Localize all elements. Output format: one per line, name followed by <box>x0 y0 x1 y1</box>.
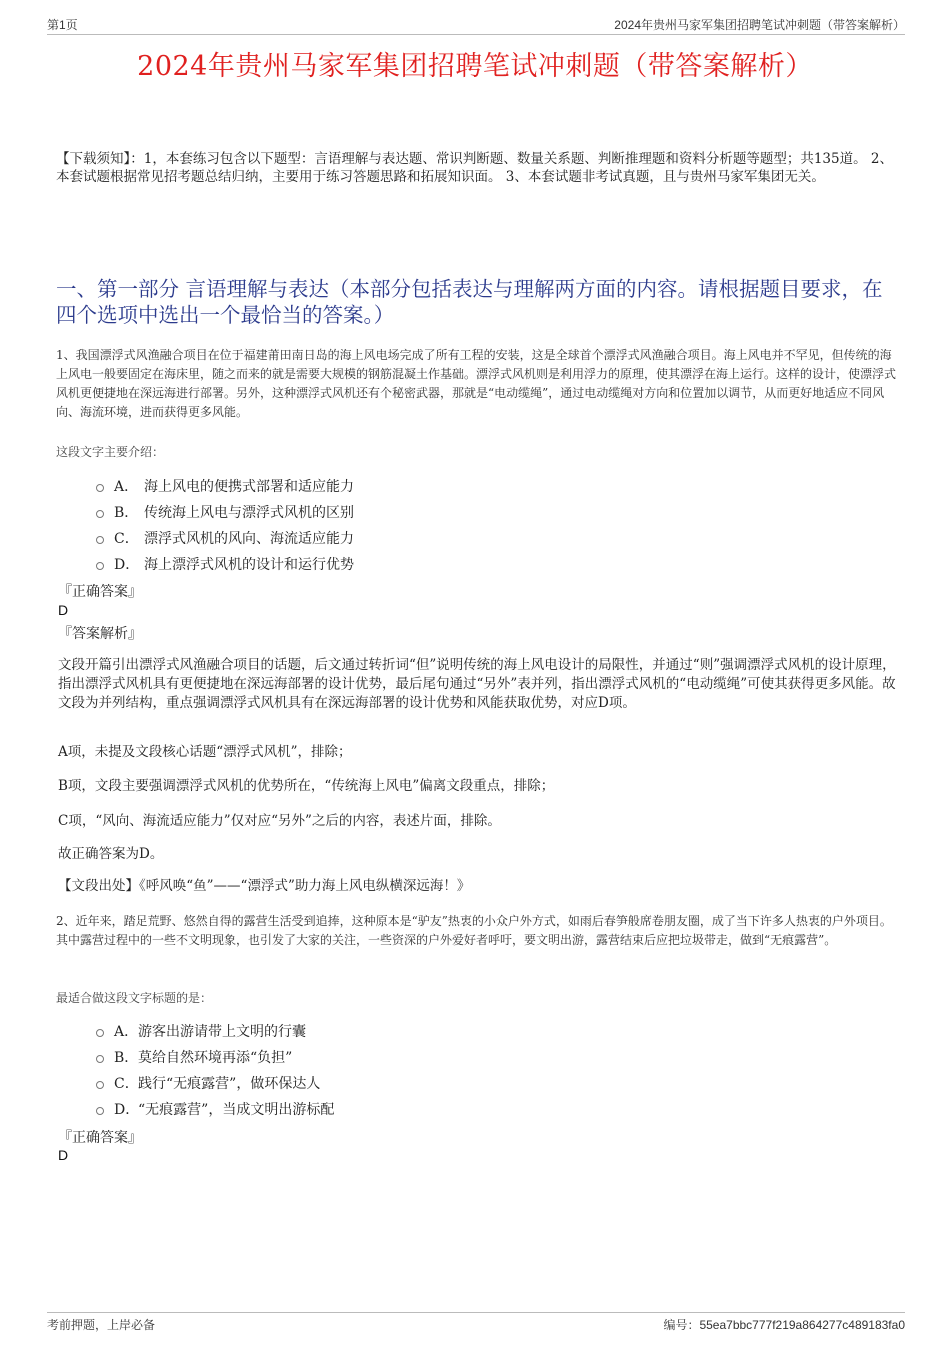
page-footer <box>47 1312 905 1335</box>
radio-icon[interactable] <box>96 1029 104 1037</box>
question-1-answer-label: 『正确答案』 <box>58 584 142 600</box>
question-1-option-c[interactable]: C． 漂浮式风机的风向、海流适应能力 <box>96 525 354 551</box>
question-1-analysis-label: 『答案解析』 <box>58 626 142 642</box>
radio-icon[interactable] <box>96 1081 104 1089</box>
radio-icon[interactable] <box>96 1107 104 1115</box>
question-2-text: 2、近年来，踏足荒野、悠然自得的露营生活受到追捧，这种原本是“驴友”热衷的小众户外方式，如雨后春笋般席卷朋友圈，成了当下许多人热衷的户外项目。其中露营过程中的一些不文明现象，也引发了大家的关注，一些资深的户外爱好者呼吁，要文明出游，露营结束后应把垃圾带走，做到“无痕露营”。 <box>56 914 892 947</box>
radio-icon[interactable] <box>96 562 104 570</box>
footer-slogan: 考前押题，上岸必备 <box>47 1318 156 1332</box>
question-2-options <box>96 1018 334 1122</box>
question-2-prompt: 最适合做这段文字标题的是： <box>56 991 213 1005</box>
question-1-prompt: 这段文字主要介绍： <box>56 445 165 459</box>
question-1-option-d[interactable]: D． 海上漂浮式风机的设计和运行优势 <box>96 551 354 577</box>
question-1-answer: D <box>58 602 69 618</box>
download-notice: 【下载须知】：1，本套练习包含以下题型：言语理解与表达题、常识判断题、数量关系题、判断推理题和资料分析题等题型；共135道。 2、本套试题根据常见招考题总结归纳，主要用于练习答题思路和拓展知识面。 3、本套试题非考试真题，且与贵州马家军集团无关。 <box>56 151 893 185</box>
question-1-options <box>96 473 354 577</box>
question-1-note-a: A项，未提及文段核心话题“漂浮式风机”，排除； <box>58 744 352 760</box>
header-doc-title: 2024年贵州马家军集团招聘笔试冲刺题（带答案解析） <box>614 18 905 32</box>
question-1-text: 1、我国漂浮式风渔融合项目在位于福建莆田南日岛的海上风电场完成了所有工程的安装，这是全球首个漂浮式风渔融合项目。海上风电并不罕见，但传统的海上风电一般要固定在海床里，随之而来的就是需要大规模的钢筋混凝土作基础。漂浮式风机则是利用浮力的原理，使其漂浮在海上运行。这样的设计，使漂浮式风机更便捷地在深远海进行部署。另外，这种漂浮式风机还有个秘密武器，那就是“电动缆绳”，通过电动缆绳对方向和位置加以调节，从而更好地适应不同风向、海流环境，进而获得更多风能。 <box>56 348 897 419</box>
question-2-option-a[interactable]: A． 游客出游请带上文明的行囊 <box>96 1018 334 1044</box>
radio-icon[interactable] <box>96 1055 104 1063</box>
footer-code: 编号：55ea7bbc777f219a864277c489183fa0 <box>663 1318 905 1332</box>
question-1-option-a[interactable]: A． 海上风电的便携式部署和适应能力 <box>96 473 354 499</box>
question-1-note-c: C项，“风向、海流适应能力”仅对应“另外”之后的内容，表述片面，排除。 <box>58 813 501 829</box>
page-title: 2024年贵州马家军集团招聘笔试冲刺题（带答案解析） <box>137 51 813 82</box>
question-1-analysis: 文段开篇引出漂浮式风渔融合项目的话题，后文通过转折词“但”说明传统的海上风电设计的局限性，并通过“则”强调漂浮式风机的设计原理，指出漂浮式风机具有更便捷地在深远海部署的设计优势，最后尾句通过“另外”表并列，指出漂浮式风机的“电动缆绳”可使其获得更多风能。故文段为并列结构，重点强调漂浮式风机具有在深远海部署的设计优势和风能获取优势，对应D项。 <box>58 657 896 711</box>
question-2-option-c[interactable]: C． 践行“无痕露营”，做环保达人 <box>96 1070 334 1096</box>
question-1-note-b: B项，文段主要强调漂浮式风机的优势所在，“传统海上风电”偏离文段重点，排除； <box>58 778 555 794</box>
question-1-source: 【文段出处】《呼风唤“鱼”——“漂浮式”助力海上风电纵横深远海！》 <box>58 878 471 894</box>
radio-icon[interactable] <box>96 484 104 492</box>
page-header <box>47 14 905 35</box>
question-2-answer: D <box>58 1147 69 1163</box>
section-title: 一、第一部分 言语理解与表达（本部分包括表达与理解两方面的内容。请根据题目要求，在四个选项中选出一个最恰当的答案。） <box>56 277 883 327</box>
question-2-option-d[interactable]: D． “无痕露营”，当成文明出游标配 <box>96 1096 334 1122</box>
question-1-option-b[interactable]: B． 传统海上风电与漂浮式风机的区别 <box>96 499 354 525</box>
page-number: 第1页 <box>47 18 78 32</box>
question-1-conclusion: 故正确答案为D。 <box>58 846 164 862</box>
radio-icon[interactable] <box>96 510 104 518</box>
radio-icon[interactable] <box>96 536 104 544</box>
question-2-answer-label: 『正确答案』 <box>58 1130 142 1146</box>
question-2-option-b[interactable]: B． 莫给自然环境再添“负担” <box>96 1044 334 1070</box>
